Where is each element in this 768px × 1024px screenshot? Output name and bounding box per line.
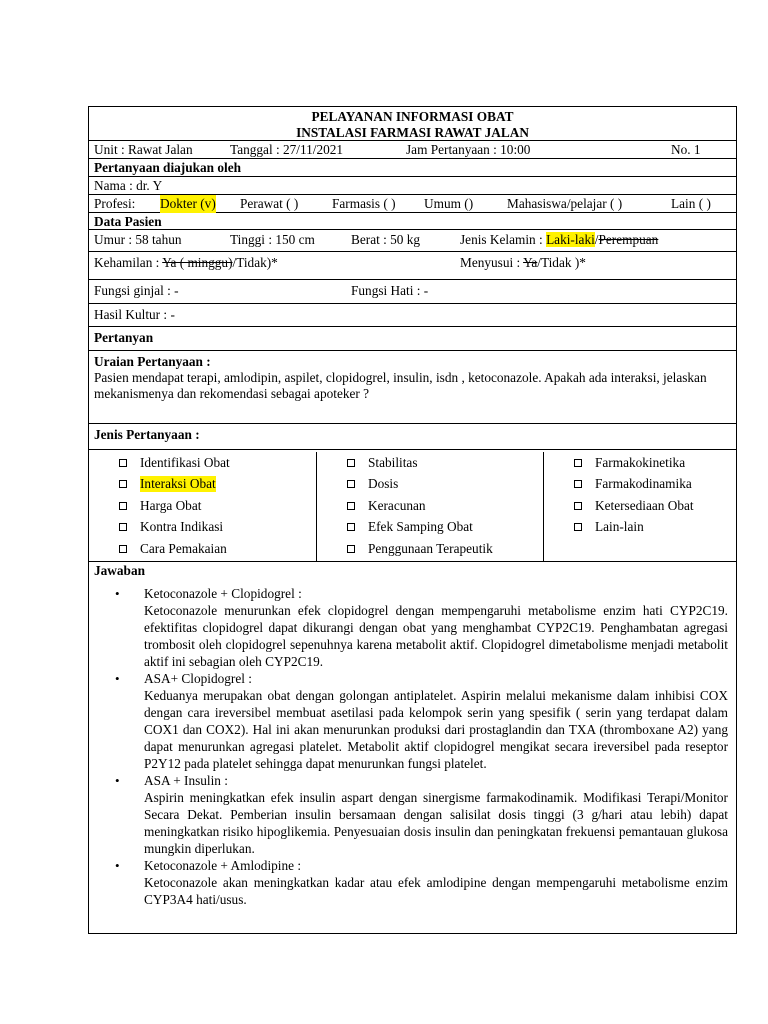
question-description-text: Pasien mendapat terapi, amlodipin, aspilet, clopidogrel, insulin, isdn , ketoconazole. Apakah ada interaksi, jelaskan mekanismenya dan rekomendasi sebagai apoteker ?	[94, 370, 707, 401]
question-type-option-label: Harga Obat	[140, 497, 202, 513]
question-type-option-label: Penggunaan Terapeutik	[368, 540, 493, 556]
profession-option-student: Mahasiswa/pelajar ( )	[507, 196, 623, 211]
checkbox-icon[interactable]	[119, 545, 127, 553]
checkbox-icon[interactable]	[119, 480, 127, 488]
breastfeeding-field	[460, 252, 586, 274]
question-type-option[interactable]	[119, 474, 316, 496]
pregnancy-rest: /Tidak)*	[232, 255, 278, 270]
profession-option-public: Umum ()	[424, 196, 474, 211]
question-type-option[interactable]	[347, 495, 543, 517]
question-type-columns	[89, 452, 736, 562]
question-type-column-2	[316, 452, 543, 562]
gender-field	[460, 230, 658, 250]
checkbox-icon[interactable]	[119, 523, 127, 531]
organ-function-row	[89, 280, 736, 304]
unit-field: Unit : Rawat Jalan	[94, 142, 193, 157]
number-field: No. 1	[671, 142, 701, 157]
breastfeeding-label: Menyusui :	[460, 255, 521, 270]
question-type-option[interactable]	[119, 538, 316, 560]
checkbox-icon[interactable]	[347, 459, 355, 467]
question-type-option[interactable]	[347, 517, 543, 539]
checkbox-icon[interactable]	[347, 523, 355, 531]
bullet-icon: •	[115, 671, 120, 686]
question-type-option-label: Interaksi Obat	[140, 476, 216, 492]
question-type-section-label: Jenis Pertanyaan :	[89, 424, 736, 450]
question-type-option-label: Cara Pemakaian	[140, 540, 227, 556]
question-type-option[interactable]	[119, 452, 316, 474]
question-type-option[interactable]	[574, 452, 736, 474]
answer-item	[115, 670, 728, 772]
question-type-option[interactable]	[574, 517, 736, 539]
question-type-option-label: Identifikasi Obat	[140, 454, 230, 470]
question-type-option-label: Farmakokinetika	[595, 454, 686, 470]
question-type-grid	[89, 450, 736, 562]
gender-label: Jenis Kelamin :	[460, 232, 543, 247]
question-type-option-label: Ketersediaan Obat	[595, 497, 694, 513]
checkbox-icon[interactable]	[574, 502, 582, 510]
checkbox-icon[interactable]	[347, 502, 355, 510]
answer-section-label: Jawaban	[94, 563, 145, 578]
bullet-icon: •	[115, 773, 120, 788]
question-type-option-label: Stabilitas	[368, 454, 418, 470]
question-type-option[interactable]	[574, 495, 736, 517]
answer-item-title: Ketoconazole + Clopidogrel :	[144, 586, 302, 601]
question-type-option[interactable]	[347, 538, 543, 560]
answer-item	[115, 772, 728, 857]
checkbox-icon[interactable]	[347, 480, 355, 488]
answer-item-text: Ketoconazole menurunkan efek clopidogrel dengan mempengaruhi metabolisme enzim hati CYP2C19. efektifitas clopidogrel dapat dikurangi dengan obat yang menghambat CYP2C19. Penghambatan agregasi trombosit oleh clopidogrel sepenuhnya karena metabolit aktif. Clopidogrel dimetabolisme menjadi metabolit aktif ini sebagian oleh CYP2C19.	[144, 603, 728, 669]
answer-item-body	[144, 857, 728, 908]
checkbox-icon[interactable]	[119, 459, 127, 467]
answer-item	[115, 857, 728, 908]
breastfeeding-struck: Ya	[523, 255, 538, 270]
profession-option-other: Lain ( )	[671, 196, 711, 211]
question-type-option-label: Keracunan	[368, 497, 426, 513]
profession-row	[89, 195, 736, 213]
meta-row	[89, 141, 736, 159]
drug-information-form	[88, 106, 737, 934]
checkbox-icon[interactable]	[574, 459, 582, 467]
question-type-option-label: Farmakodinamika	[595, 476, 692, 492]
date-field: Tanggal : 27/11/2021	[230, 142, 344, 157]
question-description-block	[89, 351, 736, 424]
requester-section-label: Pertanyaan diajukan oleh	[89, 159, 736, 177]
kidney-function-field: Fungsi ginjal : -	[94, 283, 179, 298]
pregnancy-struck: Ya ( minggu)	[162, 255, 233, 270]
question-type-column-3	[543, 452, 736, 562]
name-field: Nama : dr. Y	[89, 177, 736, 195]
time-field: Jam Pertanyaan : 10:00	[406, 142, 531, 157]
form-title-line1: PELAYANAN INFORMASI OBAT	[311, 109, 514, 124]
profession-option-pharmacist: Farmasis ( )	[332, 196, 396, 211]
answer-section	[89, 562, 736, 933]
question-section-label: Pertanyan	[89, 327, 736, 351]
question-type-option-label: Efek Samping Obat	[368, 519, 473, 535]
liver-function-field: Fungsi Hati : -	[351, 283, 429, 298]
answer-item-title: ASA+ Clopidogrel :	[144, 671, 252, 686]
question-type-option[interactable]	[119, 517, 316, 539]
question-type-option-label: Lain-lain	[595, 519, 644, 535]
question-type-option[interactable]	[347, 474, 543, 496]
profession-option-nurse: Perawat ( )	[240, 196, 299, 211]
question-type-option[interactable]	[574, 474, 736, 496]
answer-item-body	[144, 585, 728, 670]
question-description-label: Uraian Pertanyaan :	[94, 354, 211, 369]
profession-option-doctor: Dokter (v)	[160, 196, 216, 211]
checkbox-icon[interactable]	[574, 523, 582, 531]
answer-item-text: Aspirin meningkatkan efek insulin aspart dengan sinergisme farmakodinamik. Modifikasi Terapi/Monitor Secara Dekat. Pemberian insulin bersamaan dengan salisilat dosis tinggi (3 g/hari atau lebih) dapat meningkatkan risiko hipoglikemia. Penyesuaian dosis insulin dan peningkatan frekuensi pemantauan glukosa mungkin diperlukan.	[144, 790, 728, 856]
question-type-option-label: Kontra Indikasi	[140, 519, 224, 535]
checkbox-icon[interactable]	[574, 480, 582, 488]
question-type-option[interactable]	[119, 495, 316, 517]
question-type-option-label: Dosis	[368, 476, 399, 492]
answer-list	[89, 579, 736, 916]
profession-label: Profesi:	[94, 196, 136, 211]
checkbox-icon[interactable]	[347, 545, 355, 553]
form-title	[89, 107, 736, 141]
answer-item-body	[144, 670, 728, 772]
answer-item-title: Ketoconazole + Amlodipine :	[144, 858, 302, 873]
answer-item	[115, 585, 728, 670]
answer-item-body	[144, 772, 728, 857]
answer-item-title: ASA + Insulin :	[144, 773, 228, 788]
height-field: Tinggi : 150 cm	[230, 232, 315, 247]
bullet-icon: •	[115, 586, 120, 601]
age-field: Umur : 58 tahun	[94, 232, 182, 247]
checkbox-icon[interactable]	[119, 502, 127, 510]
bullet-icon: •	[115, 858, 120, 873]
gender-separator: /	[594, 232, 599, 247]
pregnancy-field	[94, 252, 278, 274]
pregnancy-label: Kehamilan :	[94, 255, 160, 270]
weight-field: Berat : 50 kg	[351, 232, 421, 247]
patient-section-label: Data Pasien	[89, 213, 736, 230]
answer-item-text: Ketoconazole akan meningkatkan kadar atau efek amlodipine dengan mempengaruhi metabolisme enzim CYP3A4 hati/usus.	[144, 875, 728, 907]
form-title-line2: INSTALASI FARMASI RAWAT JALAN	[296, 125, 529, 140]
culture-result-field: Hasil Kultur : -	[89, 304, 736, 327]
gender-selected: Laki-laki	[546, 232, 595, 247]
patient-basic-row	[89, 230, 736, 252]
gender-struck: Perempuan	[598, 232, 659, 247]
question-type-option[interactable]	[347, 452, 543, 474]
pregnancy-row	[89, 252, 736, 280]
answer-item-text: Keduanya merupakan obat dengan golongan antiplatelet. Aspirin melalui mekanisme dalam inhibisi COX dengan cara ireversibel membuat asetilasi pada kelompok serin yang spesifik ( serin yang terdapat dalam COX1 dan COX2). Hal ini akan menurunkan produksi dari prostaglandin dan TXA (thromboxane A2) yang dapat menurunkan agregasi platelet. Metabolit aktif clopidogrel mengikat secara ireversibel pada reseptor P2Y12 pada platelet sehingga dapat menurunkan fungsi platelet.	[144, 688, 728, 771]
question-type-column-1	[89, 452, 316, 562]
breastfeeding-rest: /Tidak )*	[537, 255, 586, 270]
